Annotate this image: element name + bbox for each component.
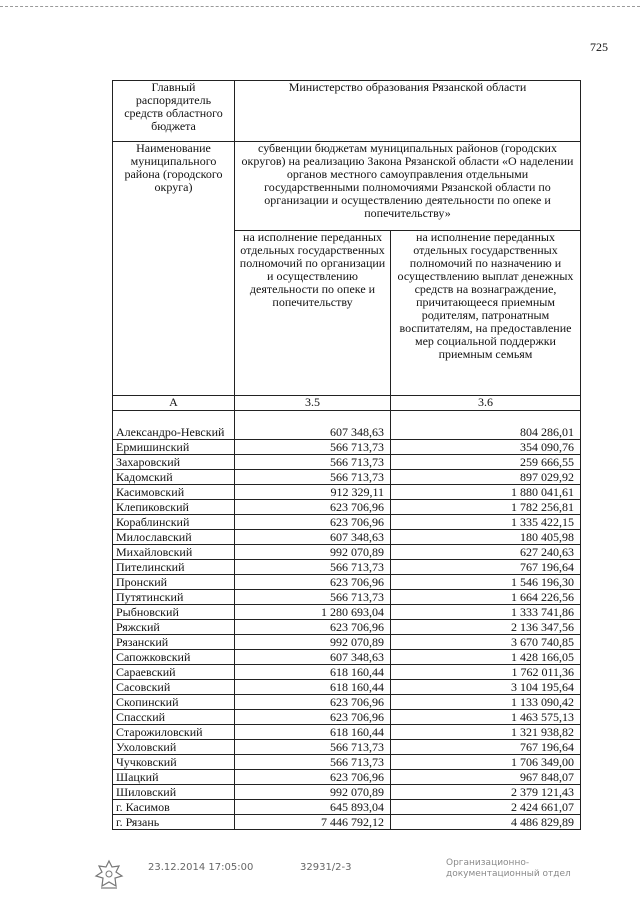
value-3-5: 912 329,11 (235, 485, 391, 500)
value-3-5: 992 070,89 (235, 785, 391, 800)
value-3-6: 2 379 121,43 (391, 785, 581, 800)
value-3-6: 1 880 041,61 (391, 485, 581, 500)
table-row (113, 411, 581, 440)
municipality-name: Сапожковский (113, 650, 235, 665)
value-3-6: 1 782 256,81 (391, 500, 581, 515)
value-3-6: 627 240,63 (391, 545, 581, 560)
value-3-5: 645 893,04 (235, 800, 391, 815)
footer-org-line2: документационный отдел (446, 869, 571, 879)
value-3-5: 623 706,96 (235, 500, 391, 515)
footer-doc-number: 32931/2-3 (300, 862, 352, 873)
value-3-5: 566 713,73 (235, 455, 391, 470)
scan-top-border (0, 6, 640, 7)
value-3-5: 566 713,73 (235, 440, 391, 455)
coat-of-arms-icon (92, 858, 126, 892)
table-row (113, 470, 581, 485)
value-3-6: 804 286,01 (391, 411, 581, 440)
value-3-6: 1 546 196,30 (391, 575, 581, 590)
table-row (113, 770, 581, 785)
table-row (113, 815, 581, 830)
value-3-5: 566 713,73 (235, 755, 391, 770)
value-3-5: 992 070,89 (235, 635, 391, 650)
value-3-5: 607 348,63 (235, 530, 391, 545)
municipality-name: Спасский (113, 710, 235, 725)
value-3-5: 623 706,96 (235, 575, 391, 590)
value-3-5: 566 713,73 (235, 590, 391, 605)
value-3-6: 1 321 938,82 (391, 725, 581, 740)
value-3-5: 623 706,96 (235, 620, 391, 635)
municipality-name: г. Касимов (113, 800, 235, 815)
value-3-6: 1 335 422,15 (391, 515, 581, 530)
table-row (113, 620, 581, 635)
value-3-6: 967 848,07 (391, 770, 581, 785)
municipality-name: Касимовский (113, 485, 235, 500)
value-3-6: 1 133 090,42 (391, 695, 581, 710)
table-row (113, 650, 581, 665)
table-row (113, 740, 581, 755)
value-3-6: 2 136 347,56 (391, 620, 581, 635)
table-row (113, 605, 581, 620)
table-row (113, 485, 581, 500)
municipality-name: г. Рязань (113, 815, 235, 830)
value-3-5: 618 160,44 (235, 725, 391, 740)
value-3-6: 2 424 661,07 (391, 800, 581, 815)
header-row-administrator (113, 81, 581, 142)
table-row (113, 785, 581, 800)
municipality-name: Клепиковский (113, 500, 235, 515)
table-row (113, 695, 581, 710)
value-3-5: 566 713,73 (235, 470, 391, 485)
table-row (113, 665, 581, 680)
table-row (113, 710, 581, 725)
value-3-6: 1 706 349,00 (391, 755, 581, 770)
header-row-subvention (113, 142, 581, 231)
municipality-name: Михайловский (113, 545, 235, 560)
municipality-name: Ряжский (113, 620, 235, 635)
municipality-name: Шацкий (113, 770, 235, 785)
footer-organization (446, 858, 571, 880)
municipality-name: Пронский (113, 575, 235, 590)
col-a-code: А (113, 396, 235, 411)
table-row (113, 560, 581, 575)
municipality-name: Захаровский (113, 455, 235, 470)
value-3-6: 3 104 195,64 (391, 680, 581, 695)
value-3-6: 897 029,92 (391, 470, 581, 485)
value-3-5: 566 713,73 (235, 560, 391, 575)
subvention-title: субвенции бюджетам муниципальных районов (городских округов) на реализацию Закона Рязанской области «О наделении органов местного самоуправления отдельными государственными полномочиями Рязанской области по организации и осуществлению деятельности по опеке и попечительству» (235, 142, 581, 231)
table-row (113, 515, 581, 530)
col-3-6-code: 3.6 (391, 396, 581, 411)
municipality-name: Рыбновский (113, 605, 235, 620)
header-row-column-codes (113, 396, 581, 411)
value-3-5: 7 446 792,12 (235, 815, 391, 830)
col-3-5-code: 3.5 (235, 396, 391, 411)
page-number: 725 (590, 40, 608, 54)
value-3-6: 767 196,64 (391, 740, 581, 755)
municipality-name: Путятинский (113, 590, 235, 605)
document-footer (0, 858, 640, 898)
municipality-name: Скопинский (113, 695, 235, 710)
municipality-name: Кадомский (113, 470, 235, 485)
table-row (113, 545, 581, 560)
value-3-6: 1 428 166,05 (391, 650, 581, 665)
table-row (113, 800, 581, 815)
value-3-6: 259 666,55 (391, 455, 581, 470)
table-row (113, 455, 581, 470)
value-3-6: 180 405,98 (391, 530, 581, 545)
value-3-6: 767 196,64 (391, 560, 581, 575)
value-3-6: 1 664 226,56 (391, 590, 581, 605)
municipality-name: Александро-Невский (113, 411, 235, 440)
value-3-5: 623 706,96 (235, 695, 391, 710)
value-3-6: 3 670 740,85 (391, 635, 581, 650)
value-3-5: 1 280 693,04 (235, 605, 391, 620)
value-3-5: 623 706,96 (235, 515, 391, 530)
value-3-6: 1 762 011,36 (391, 665, 581, 680)
col-3-6-description: на исполнение переданных отдельных государственных полномочий по назначению и осуществлению выплат денежных средств на вознаграждение, причитающееся приемным родителям, патронатным воспитателям, на предоставление мер социальной поддержки приемным семьям (391, 231, 581, 396)
col-3-5-description: на исполнение переданных отдельных государственных полномочий по организации и осуществлению деятельности по опеке и попечительству (235, 231, 391, 396)
value-3-6: 354 090,76 (391, 440, 581, 455)
municipality-name: Ухоловский (113, 740, 235, 755)
table-row (113, 575, 581, 590)
value-3-5: 618 160,44 (235, 680, 391, 695)
municipality-name: Пителинский (113, 560, 235, 575)
table-row (113, 500, 581, 515)
table-row (113, 530, 581, 545)
label-municipality: Наименование муниципального района (городского округа) (113, 142, 235, 396)
municipality-name: Рязанский (113, 635, 235, 650)
table-row (113, 635, 581, 650)
table-row (113, 755, 581, 770)
table-row (113, 440, 581, 455)
municipality-name: Кораблинский (113, 515, 235, 530)
municipality-name: Ермишинский (113, 440, 235, 455)
label-main-administrator: Главный распорядитель средств областного бюджета (113, 81, 235, 142)
municipality-name: Сараевский (113, 665, 235, 680)
table-row (113, 680, 581, 695)
municipality-name: Старожиловский (113, 725, 235, 740)
value-3-6: 1 463 575,13 (391, 710, 581, 725)
value-3-5: 607 348,63 (235, 411, 391, 440)
table-row (113, 590, 581, 605)
value-3-5: 566 713,73 (235, 740, 391, 755)
value-3-5: 623 706,96 (235, 770, 391, 785)
value-3-6: 1 333 741,86 (391, 605, 581, 620)
value-3-5: 618 160,44 (235, 665, 391, 680)
value-3-6: 4 486 829,89 (391, 815, 581, 830)
subvention-table (112, 80, 581, 830)
municipality-name: Сасовский (113, 680, 235, 695)
footer-date: 23.12.2014 17:05:00 (148, 862, 254, 873)
table-row (113, 725, 581, 740)
municipality-name: Чучковский (113, 755, 235, 770)
value-3-5: 992 070,89 (235, 545, 391, 560)
municipality-name: Милославский (113, 530, 235, 545)
value-3-5: 623 706,96 (235, 710, 391, 725)
value-3-5: 607 348,63 (235, 650, 391, 665)
municipality-name: Шиловский (113, 785, 235, 800)
ministry-name: Министерство образования Рязанской области (235, 81, 581, 142)
footer-org-line1: Организационно- (446, 858, 530, 868)
